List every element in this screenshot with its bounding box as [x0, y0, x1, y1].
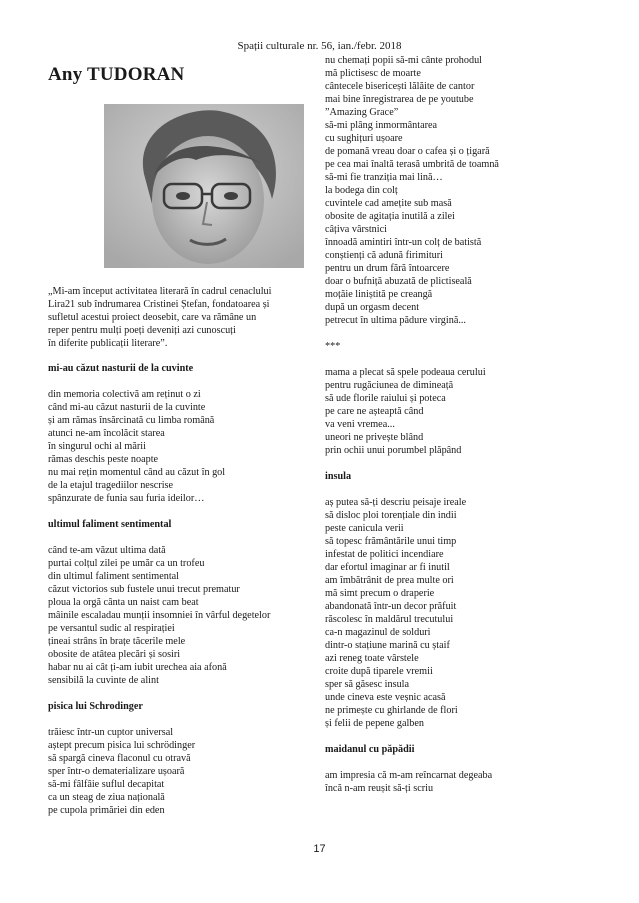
poem-line: să spargă cineva flaconul cu otravă [48, 753, 191, 764]
poem-line: după un orgasm decent [325, 302, 420, 313]
page-header: Spații culturale nr. 56, ian./febr. 2018 [237, 40, 402, 52]
author-name: Any TUDORAN [48, 64, 185, 85]
poem-line: mai bine înregistrarea de pe youtube [325, 94, 474, 105]
left-poems [48, 362, 315, 817]
poem-body [48, 544, 315, 687]
intro-line: reper pentru mulți poeți deveniți azi cunoscuți [48, 325, 236, 336]
poem-body [325, 496, 595, 730]
poem-line: mama a plecat să spele podeaua cerului [325, 367, 486, 378]
poem-line: pentru rugăciunea de dimineață [325, 380, 454, 391]
poem-title: maidanul cu păpădii [325, 744, 415, 755]
poem-line: din ultimul faliment sentimental [48, 571, 179, 582]
poem-line: cântecele bisericești lălăite de cantor [325, 81, 475, 92]
poem-line: purtai colțul zilei pe umăr ca un trofeu [48, 558, 205, 569]
poem-line: să topesc frământările unui timp [325, 536, 457, 547]
poem-line: înnoadă amintiri într-un colț de batistă [325, 237, 482, 248]
poem-line: și am rămas însărcinată cu limba română [48, 415, 215, 426]
poem-line: petrecut în ultima pădure virgină... [325, 315, 466, 326]
poem-line: unde cineva este veșnic acasă [325, 692, 446, 703]
poem-line: am îmbătrânit de prea multe ori [325, 575, 454, 586]
poem-line: câțiva vârstnici [325, 224, 387, 235]
poem-line: habar nu ai cât ți-am iubit urechea aia afonă [48, 662, 227, 673]
poem-line: sper într-o dematerializare ușoară [48, 766, 185, 777]
author-intro [48, 285, 315, 350]
poem-line: abandonată într-un decor prăfuit [325, 601, 457, 612]
poem-line: dar efortul imaginar ar fi inutil [325, 562, 450, 573]
poem-line: când mi-au căzut nasturii de la cuvinte [48, 402, 206, 413]
poem-line: aștept precum pisica lui schrödinger [48, 740, 196, 751]
poem-line: infestat de politici incendiare [325, 549, 444, 560]
page-number: 17 [313, 843, 326, 855]
poem-line: pe cupola primăriei din eden [48, 805, 165, 816]
poem-line: în singurul ochi al mării [48, 441, 146, 452]
poem-line: când te-am văzut ultima dată [48, 545, 166, 556]
author-portrait [104, 104, 304, 268]
poem-line: încă n-am reușit să-ți scriu [325, 783, 434, 794]
poem-line: peste canicula verii [325, 523, 404, 534]
poem-line: de la etajul tragediilor nescrise [48, 480, 174, 491]
poem-title: insula [325, 471, 352, 482]
poem-body [48, 388, 315, 505]
poem-line: de pomană vreau doar o cafea și o țigară [325, 146, 490, 157]
poem-separator: *** [325, 341, 341, 352]
poem-line: cuvintele cad amețite sub masă [325, 198, 452, 209]
poem-line: din memoria colectivă am reținut o zi [48, 389, 201, 400]
poem-body [325, 769, 595, 795]
intro-line: Lira21 sub îndrumarea Cristinei Ștefan, fondatoarea și [48, 299, 270, 310]
poem-line: și felii de pepene galben [325, 718, 425, 729]
poem-line: va veni vremea... [325, 419, 395, 430]
left-column [48, 285, 315, 830]
poem-line: să-mi fâlfâie suflul decapitat [48, 779, 165, 790]
poem-line: am impresia că m-am reîncarnat degeaba [325, 770, 493, 781]
right-poems [325, 470, 595, 795]
poem-line: conștienți că adună firimituri [325, 250, 443, 261]
poem-line: mă simt precum o draperie [325, 588, 435, 599]
poem-line: trăiesc într-un cuptor universal [48, 727, 174, 738]
poem-line: mâinile escaladau munții insomniei în vârful degetelor [48, 610, 271, 621]
poem-line: obosite de atâtea plecări și sosiri [48, 649, 181, 660]
poem-line: nu mai rețin momentul când au căzut în gol [48, 467, 226, 478]
poem-title: pisica lui Schrodinger [48, 701, 143, 712]
poem-line: dintr-o stațiune marină cu ștaif [325, 640, 450, 651]
poem-line: azi reneg toate vârstele [325, 653, 419, 664]
untitled-poem [325, 366, 595, 457]
poem-line: ca-n magazinul de solduri [325, 627, 431, 638]
poem-line: croite după tiparele vremii [325, 666, 433, 677]
poem-line: la bodega din colț [325, 185, 398, 196]
poem-line: să-mi plâng inmormântarea [325, 120, 438, 131]
poem-line: cu sughițuri ușoare [325, 133, 403, 144]
poem-line: atunci ne-am încolăcit starea [48, 428, 165, 439]
poem-line: căzut victorios sub fustele unui trecut prematur [48, 584, 240, 595]
poem-line: să disloc ploi torențiale din indii [325, 510, 457, 521]
poem-line: mă plictisesc de moarte [325, 68, 421, 79]
poem-line: nu chemați popii să-mi cânte prohodul [325, 55, 483, 66]
poem-line: pe care ne așteaptă când [325, 406, 424, 417]
poem-line: țineai strâns în brațe tăcerile mele [48, 636, 186, 647]
poem-line: prin ochii unui porumbel plăpând [325, 445, 462, 456]
poem-line: aș putea să-ți descriu peisaje ireale [325, 497, 467, 508]
poem-line: pe versantul sudic al respirației [48, 623, 175, 634]
poem-line: sper să găsesc insula [325, 679, 410, 690]
poem-line: doar o bufniță abuzată de plictiseală [325, 276, 472, 287]
poem-line: ploua la orgă cânta un naist cam beat [48, 597, 199, 608]
poem-line: pe cea mai înaltă terasă umbrită de toamnă [325, 159, 499, 170]
poem-line: răscolesc în maldărul trecutului [325, 614, 454, 625]
poem-line: spânzurate de funia sau furia ideilor… [48, 493, 205, 504]
poem-title: ultimul faliment sentimental [48, 519, 172, 530]
poem-title: mi-au căzut nasturii de la cuvinte [48, 363, 194, 374]
right-column [325, 54, 595, 808]
intro-line: sufletul acestui proiect deosebit, care va rămâne un [48, 312, 257, 323]
poem-line: sensibilă la cuvinte de alint [48, 675, 159, 686]
poem-line: ne primește cu ghirlande de flori [325, 705, 458, 716]
poem-line: pentru un drum fără întoarcere [325, 263, 450, 274]
poem-line: să ude florile raiului și poteca [325, 393, 446, 404]
intro-line: în diferite publicații literare”. [48, 338, 168, 349]
poem-line: moțăie liniștită pe creangă [325, 289, 433, 300]
intro-line: „Mi-am început activitatea literară în cadrul cenaclului [48, 286, 272, 297]
poem-line: obosite de agitația inutilă a zilei [325, 211, 455, 222]
poem-line: rămas deschis peste noapte [48, 454, 159, 465]
poem-line: să-mi fie tranziția mai lină… [325, 172, 443, 183]
poem-continuation [325, 54, 595, 327]
poem-line: uneori ne privește blând [325, 432, 424, 443]
poem-line: ca un steag de ziua națională [48, 792, 165, 803]
poem-line: ”Amazing Grace” [325, 107, 399, 118]
poem-body [48, 726, 315, 817]
